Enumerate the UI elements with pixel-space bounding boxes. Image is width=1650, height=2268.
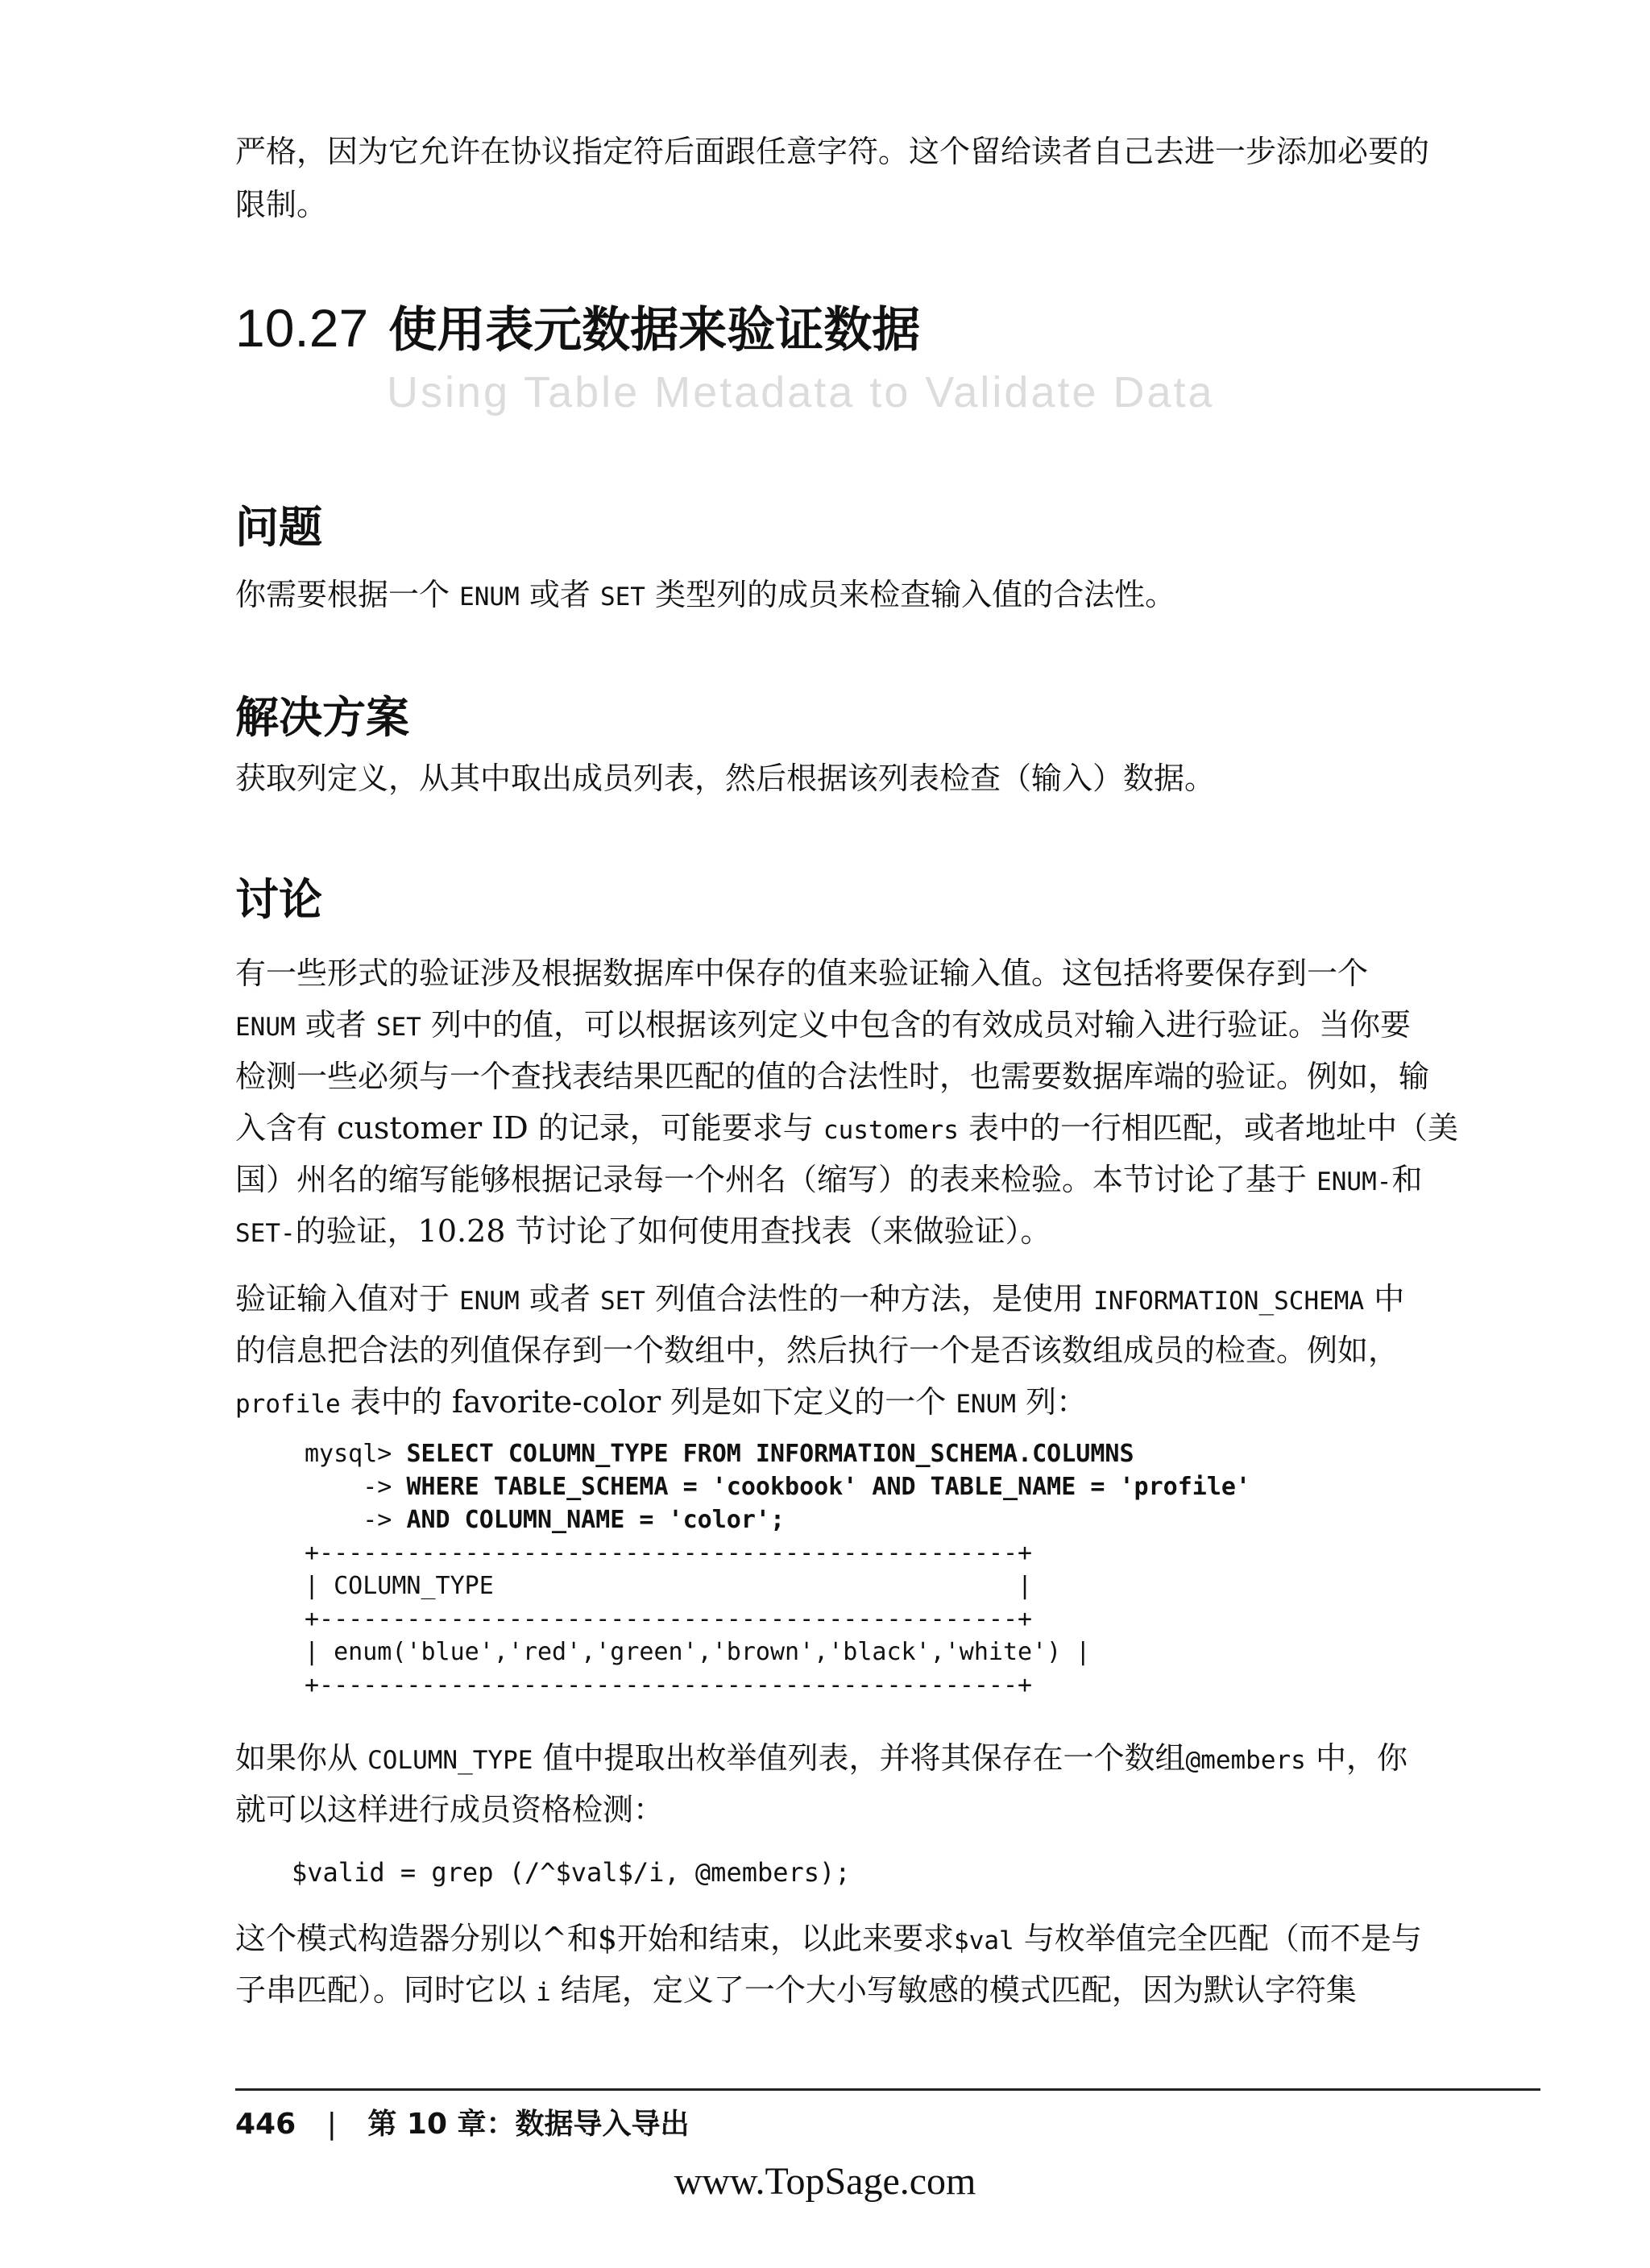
discussion-p2-line2: 的信息把合法的列值保存到一个数组中，然后执行一个是否该数组成员的检查。例如，: [235, 1333, 1399, 1368]
code-line-3: -> AND COLUMN_NAME = 'color';: [305, 1506, 786, 1534]
result-border-mid: +------------------------------------------------+: [305, 1605, 1033, 1633]
discussion-p2-line3: profile 表中的 favorite-color 列是如下定义的一个 ENUM 列：: [235, 1384, 1088, 1420]
result-row: | enum('blue','red','green','brown','black','white') |: [305, 1638, 1091, 1666]
problem-heading: 问题: [235, 502, 322, 553]
source-url: www.TopSage.com: [674, 2160, 976, 2203]
code-block-query: [305, 1437, 1250, 1702]
discussion-p1-line1: 有一些形式的验证涉及根据数据库中保存的值来验证输入值。这包括将要保存到一个: [235, 956, 1369, 991]
discussion-heading: 讨论: [235, 874, 322, 925]
code-line-1: mysql> SELECT COLUMN_TYPE FROM INFORMATION_SCHEMA.COLUMNS: [305, 1440, 1134, 1468]
discussion-p1-line2: ENUM 或者 SET 列中的值，可以根据该列定义中包含的有效成员对输入进行验证。当你要: [235, 1007, 1411, 1043]
discussion-p1-line5: 国）州名的缩写能够根据记录每一个州名（缩写）的表来检验。本节讨论了基于 ENUM-和: [235, 1162, 1423, 1197]
page-number: 446: [235, 2108, 296, 2141]
section-title: 使用表元数据来验证数据: [388, 302, 921, 359]
discussion-p4-line1: 这个模式构造器分别以^和$开始和结束，以此来要求$val 与枚举值完全匹配（而不是与: [235, 1921, 1422, 1956]
footer-running-head: [235, 2101, 690, 2142]
section-heading: [235, 292, 920, 361]
footer-rule: [235, 2088, 1540, 2091]
footer-separator: |: [326, 2108, 337, 2141]
result-header: | COLUMN_TYPE |: [305, 1572, 1033, 1600]
discussion-p1-line3: 检测一些必须与一个查找表结果匹配的值的合法性时，也需要数据库端的验证。例如，输: [235, 1059, 1430, 1094]
keyword-enum: ENUM: [459, 583, 520, 612]
result-border-top: +------------------------------------------------+: [305, 1539, 1033, 1567]
discussion-p3-line1: 如果你从 COLUMN_TYPE 值中提取出枚举值列表，并将其保存在一个数组@members 中，你: [235, 1740, 1407, 1776]
discussion-p3-line2: 就可以这样进行成员资格检测：: [235, 1792, 665, 1827]
discussion-p1-line4: 入含有 customer ID 的记录，可能要求与 customers 表中的一行相匹配，或者地址中（美: [235, 1110, 1458, 1146]
intro-line-1: 严格，因为它允许在协议指定符后面跟任意字符。这个留给读者自己去进一步添加必要的: [235, 134, 1430, 169]
discussion-p1-line6: SET-的验证，10.28 节讨论了如何使用查找表（来做验证）。: [235, 1213, 1051, 1249]
discussion-p4-line2: 子串匹配）。同时它以 i 结尾，定义了一个大小写敏感的模式匹配，因为默认字符集: [235, 1972, 1357, 2008]
code-line-2: -> WHERE TABLE_SCHEMA = 'cookbook' AND TABLE_NAME = 'profile': [305, 1473, 1251, 1501]
section-subtitle: Using Table Metadata to Validate Data: [387, 368, 1215, 417]
solution-text: 获取列定义，从其中取出成员列表，然后根据该列表检查（输入）数据。: [235, 761, 1216, 796]
keyword-set: SET: [599, 583, 645, 612]
discussion-p2-line1: 验证输入值对于 ENUM 或者 SET 列值合法性的一种方法，是使用 INFORMATION_SCHEMA 中: [235, 1281, 1405, 1316]
intro-line-2: 限制。: [235, 187, 328, 222]
chapter-title: 第 10 章：数据导入导出: [367, 2108, 690, 2141]
problem-text: 你需要根据一个 ENUM 或者 SET 类型列的成员来检查输入值的合法性。: [235, 577, 1176, 612]
result-border-bottom: +------------------------------------------------+: [305, 1671, 1033, 1699]
solution-heading: 解决方案: [235, 692, 409, 743]
section-number: 10.27: [235, 298, 369, 358]
code-block-grep: $valid = grep (/^$val$/i, @members);: [292, 1857, 851, 1888]
